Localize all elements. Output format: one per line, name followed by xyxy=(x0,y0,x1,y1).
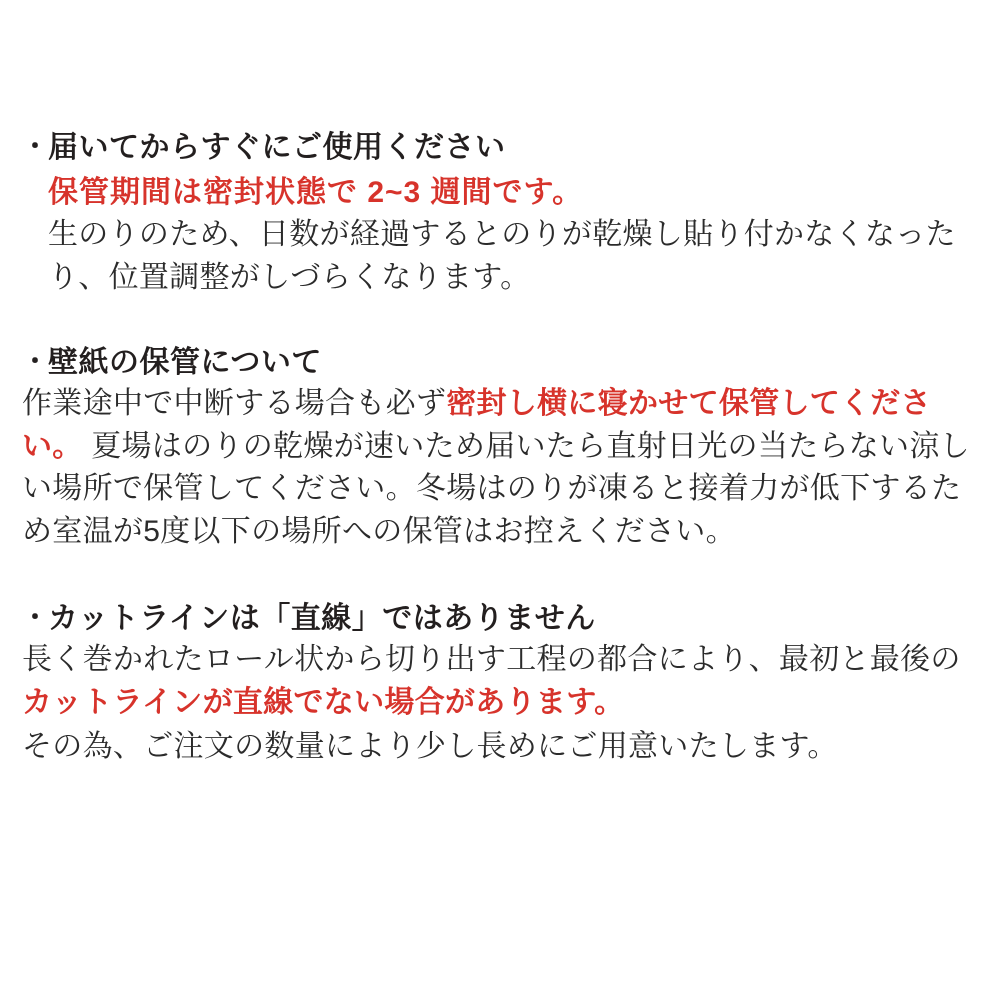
bullet-icon: ・ xyxy=(22,131,49,161)
body-text-emphasis: 密封し横に寝かせて保管してください。 xyxy=(22,386,932,463)
body-text-emphasis: カットラインが直線でない場合があります。 xyxy=(22,685,625,719)
section-heading-row xyxy=(22,343,970,383)
body-text-plain: 作業途中で中断する場合も必ず xyxy=(22,386,447,420)
section-emphasis-line: 保管期間は密封状態で 2~3 週間です。 xyxy=(48,175,584,209)
section-heading: 届いてからすぐにご使用ください xyxy=(48,131,506,164)
section-heading: 壁紙の保管について xyxy=(48,346,322,380)
notice-section-delivery xyxy=(22,128,970,299)
notice-section-cutline xyxy=(22,599,970,768)
notice-section-storage xyxy=(22,343,970,553)
body-text-plain: 夏場はのりの乾燥が速いため届いたら直射日光の当たらない涼しい場所で保管してください。冬場はのりが凍ると接着力が低下するため室温が5度以下の場所への保管はお控えください。 xyxy=(22,429,970,548)
section-heading-row xyxy=(22,599,970,639)
bullet-icon: ・ xyxy=(22,346,49,377)
section-heading-row xyxy=(22,128,970,168)
body-text-plain: 長く巻かれたロール状から切り出す工程の都合により、最初と最後の xyxy=(22,642,961,676)
section-footer: その為、ご注文の数量により少し長めにご用意いたします。 xyxy=(22,730,838,764)
section-body xyxy=(22,383,970,553)
section-heading: カットラインは「直線」ではありません xyxy=(48,602,596,636)
section-body xyxy=(22,639,970,724)
bullet-icon: ・ xyxy=(22,602,49,633)
section-body: 生のりのため、日数が経過するとのりが乾燥し貼り付かなくなったり、位置調整がしづらくなります。 xyxy=(48,218,956,294)
